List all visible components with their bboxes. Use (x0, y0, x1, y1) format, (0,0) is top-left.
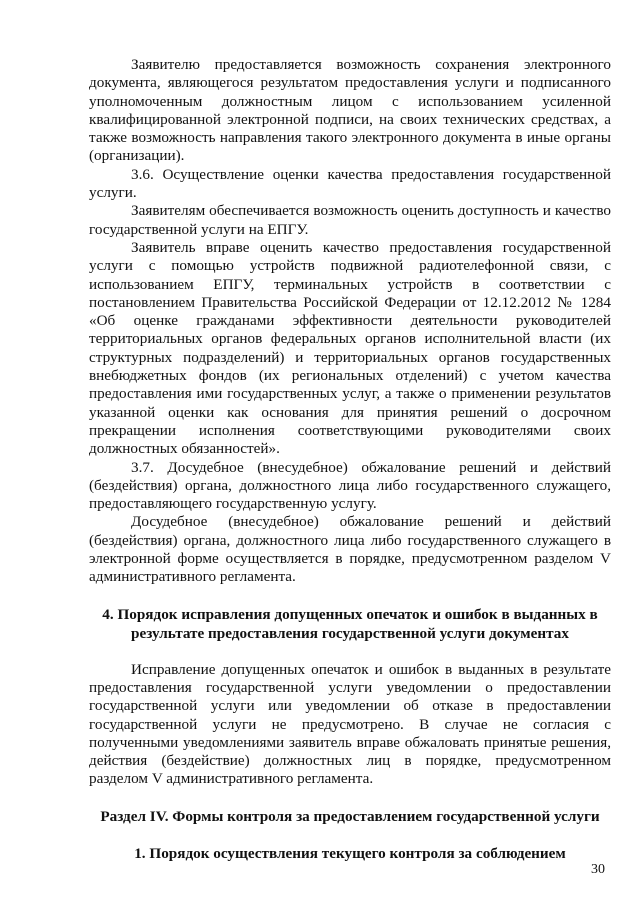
subsection-1-heading: 1. Порядок осуществления текущего контроля за соблюдением (134, 844, 566, 862)
paragraph-3-7-pretrial-appeal: 3.7. Досудебное (внесудебное) обжалование решений и действий (бездействия) органа, должностного лица либо государственного служащего, предоставляющего государственную услугу. (89, 458, 611, 513)
paragraph-corrections: Исправление допущенных опечаток и ошибок в выданных в результате предоставления государственной услуги уведомлении о предоставлении государственной услуги или уведомлении об отказе в предоставлении государственной услуги не предусмотрено. В случае не согласия с полученными уведомлениями заявитель вправе обжаловать принятые решения, действия (бездействие) должностных лиц в порядке, предусмотренном разделом V административного регламента. (89, 660, 611, 788)
paragraph-epgu-assessment: Заявителям обеспечивается возможность оценить доступность и качество государственной услуги на ЕПГУ. (89, 202, 611, 238)
paragraph-assessment-methods: Заявитель вправе оценить качество предоставления государственной услуги с помощью устройств подвижной радиотелефонной связи, с использованием ЕПГУ, терминальных устройств в соответствии с постановлением Правительства Российской Федерации от 12.12.2012 № 1284 «Об оценке гражданами эффективности деятельности руководителей территориальных органов федеральных органов исполнительной власти (их структурных подразделений) и территориальных органов государственных внебюджетных фондов (их региональных отделений) с учетом качества предоставления ими государственных услуг, а также о применении результатов указанной оценки как основания для принятия решений о досрочном прекращении исполнения соответствующими руководителями своих должностных обязанностей». (89, 238, 611, 458)
paragraph-electronic-document-saving: Заявителю предоставляется возможность сохранения электронного документа, являющегося результатом предоставления услуги и подписанного уполномоченным должностным лицом с использованием усиленной квалифицированной электронной подписи, на своих технических средствах, а также возможность направления такого электронного документа в иные органы (организации). (89, 56, 611, 165)
section-4-heading: 4. Порядок исправления допущенных опечаток и ошибок в выданных в результате предоставления государственной услуги документах (102, 605, 598, 642)
paragraph-3-6-quality-assessment: 3.6. Осуществление оценки качества предоставления государственной услуги. (89, 165, 611, 202)
section-iv-heading: Раздел IV. Формы контроля за предоставлением государственной услуги (100, 807, 600, 825)
paragraph-electronic-appeal: Досудебное (внесудебное) обжалование решений и действий (бездействия) органа, должностного лица либо государственного служащего в электронной форме осуществляется в порядке, предусмотренном разделом V административного регламента. (89, 513, 611, 586)
page-number: 30 (591, 862, 605, 877)
document-page (89, 56, 611, 863)
